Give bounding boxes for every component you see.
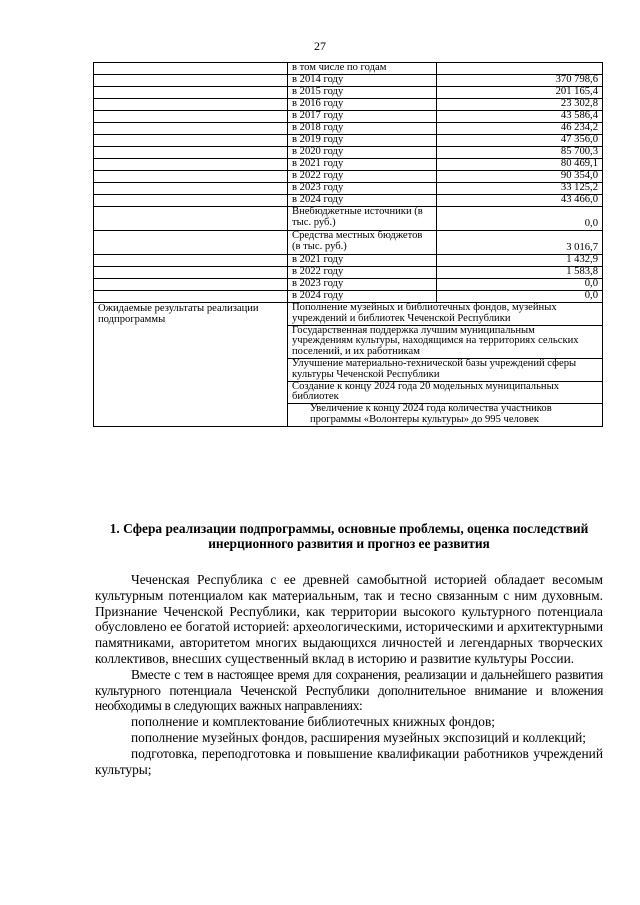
year-label: в 2022 году — [288, 267, 437, 279]
year-value: 33 125,2 — [437, 183, 603, 195]
result-item: Создание к концу 2024 года 20 модельных муниципальных библиотек — [288, 381, 602, 404]
year-label: в 2024 году — [288, 291, 437, 303]
results-label: Ожидаемые результаты реализации подпрограммы — [94, 303, 288, 427]
year-label: в 2021 году — [288, 159, 437, 171]
table-row — [94, 255, 603, 267]
year-value: 201 165,4 — [437, 87, 603, 99]
table-cell-empty — [94, 63, 288, 75]
year-value: 0,0 — [437, 279, 603, 291]
year-value: 0,0 — [437, 291, 603, 303]
year-value: 43 586,4 — [437, 111, 603, 123]
table-row — [94, 291, 603, 303]
section-title: 1. Сфера реализации подпрограммы, основные проблемы, оценка последствий инерционного развития и прогноз ее развития — [109, 521, 589, 551]
year-label: в 2021 году — [288, 255, 437, 267]
year-value: 90 354,0 — [437, 171, 603, 183]
table-row — [94, 207, 603, 231]
table-row — [94, 279, 603, 291]
table-row — [94, 123, 603, 135]
local-budget-label: Средства местных бюджетов (в тыс. руб.) — [288, 231, 437, 255]
table-row — [94, 111, 603, 123]
year-value: 80 469,1 — [437, 159, 603, 171]
funding-table — [93, 62, 603, 427]
result-item: Улучшение материально-технической базы учреждений сферы культуры Чеченской Республики — [288, 358, 602, 381]
offbudget-label: Внебюджетные источники (в тыс. руб.) — [288, 207, 437, 231]
local-budget-value: 3 016,7 — [437, 231, 603, 255]
table-row — [94, 147, 603, 159]
table-row — [94, 135, 603, 147]
table-cell-empty — [437, 63, 603, 75]
table-row — [94, 171, 603, 183]
table-row — [94, 63, 603, 75]
year-label: в 2016 году — [288, 99, 437, 111]
table-row-results — [94, 303, 603, 427]
table-row — [94, 183, 603, 195]
year-label: в 2015 году — [288, 87, 437, 99]
year-value: 1 583,8 — [437, 267, 603, 279]
year-value: 370 798,6 — [437, 75, 603, 87]
table-row — [94, 75, 603, 87]
table-row — [94, 159, 603, 171]
year-label: в 2017 году — [288, 111, 437, 123]
table-row — [94, 267, 603, 279]
year-value: 1 432,9 — [437, 255, 603, 267]
year-value: 46 234,2 — [437, 123, 603, 135]
year-value: 43 466,0 — [437, 195, 603, 207]
year-label: в 2019 году — [288, 135, 437, 147]
paragraph: Вместе с тем в настоящее время для сохранения, реализации и дальнейшего развития культурного потенциала Чеченской Республики дополнительное внимание и вложения необходимы в следующих важных направлениях: — [95, 666, 603, 714]
table-row — [94, 87, 603, 99]
year-label: в 2018 году — [288, 123, 437, 135]
year-label: в 2014 году — [288, 75, 437, 87]
table-row — [94, 195, 603, 207]
result-item: Увеличение к концу 2024 года количества участников программы «Волонтеры культуры» до 995 человек — [310, 403, 552, 425]
table-row — [94, 99, 603, 111]
results-cell — [288, 303, 603, 427]
table-row — [94, 231, 603, 255]
offbudget-value: 0,0 — [437, 207, 603, 231]
year-label: в 2024 году — [288, 195, 437, 207]
year-value: 85 700,3 — [437, 147, 603, 159]
year-label: в 2023 году — [288, 279, 437, 291]
years-header: в том числе по годам — [288, 63, 437, 75]
page-number: 27 — [314, 39, 326, 53]
results-list — [288, 303, 602, 426]
year-value: 47 356,0 — [437, 135, 603, 147]
result-item: Государственная поддержка лучшим муниципальным учреждениям культуры, находящимся на территориях сельских поселений, и их работникам — [288, 325, 602, 358]
paragraph: пополнение и комплектование библиотечных книжных фондов; — [131, 714, 496, 730]
year-label: в 2023 году — [288, 183, 437, 195]
year-label: в 2020 году — [288, 147, 437, 159]
paragraph: подготовка, переподготовка и повышение квалификации работников учреждений культуры; — [95, 745, 603, 777]
result-item: Пополнение музейных и библиотечных фондов, музейных учреждений и библиотек Чеченской Республики — [288, 303, 602, 325]
year-label: в 2022 году — [288, 171, 437, 183]
paragraph: пополнение музейных фондов, расширения музейных экспозиций и коллекций; — [131, 729, 587, 745]
year-value: 23 302,8 — [437, 99, 603, 111]
section-body — [95, 572, 603, 777]
paragraph: Чеченская Республика с ее древней самобытной историей обладает весомым культурным потенциалом как материальным, так и тесно связанным с ним духовным. Признание Чеченской Республики, как территории высокого культурного потенциала обусловлено ее богатой историей: археологическими, историческими и архитектурными памятниками, авторитетом многих выдающихся личностей и легендарных творческих коллективов, внесших существенный вклад в историю и развитие культуры России. — [95, 572, 603, 666]
